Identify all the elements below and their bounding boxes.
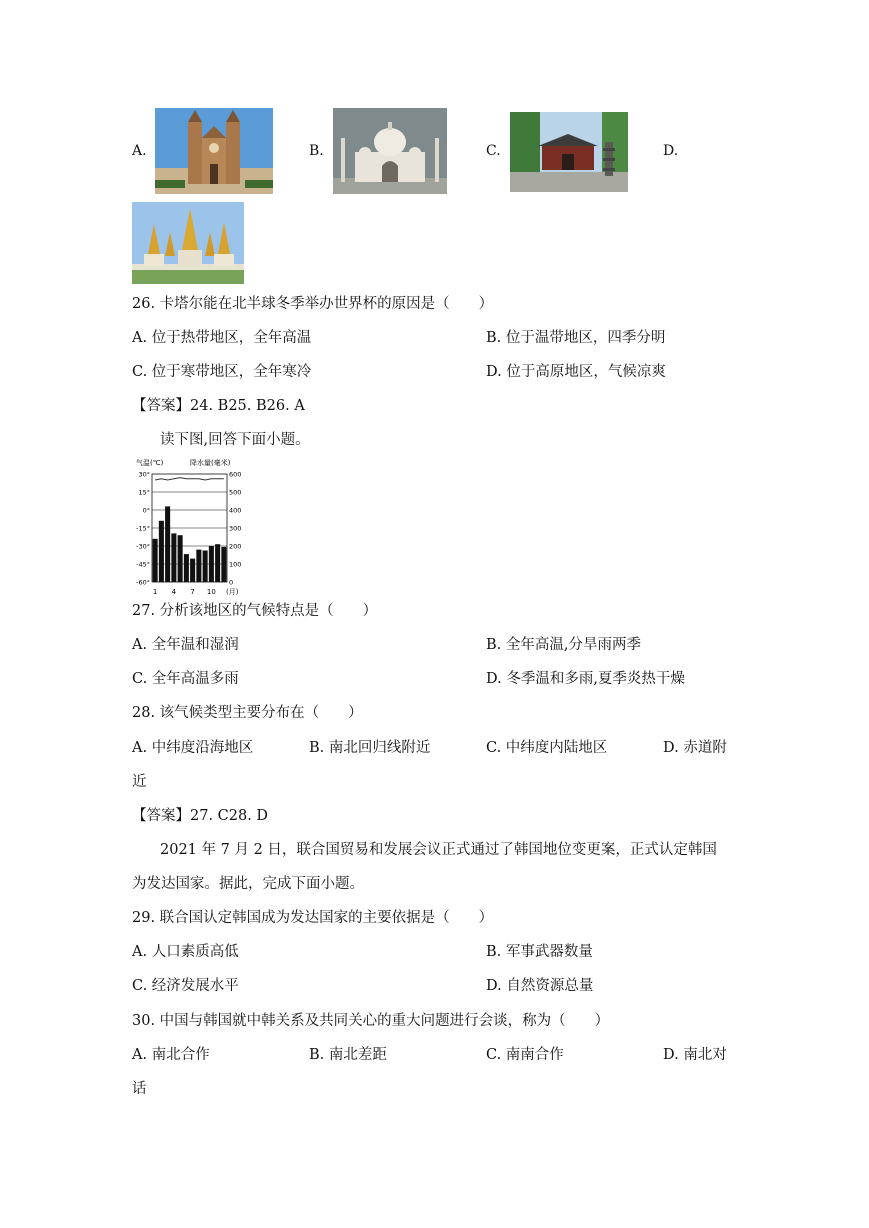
chart-precip-tick: 0	[229, 578, 234, 587]
passage-line-1: 2021 年 7 月 2 日，联合国贸易和发展会议正式通过了韩国地位变更案，正式认定韩国	[160, 842, 717, 858]
chart-temp-tick: 0°	[142, 506, 150, 515]
precip-bar	[171, 533, 176, 582]
chart-temp-tick: 30°	[138, 470, 150, 479]
chart-precip-tick: 600	[229, 470, 242, 479]
q26-option-b: B. 位于温带地区，四季分明	[486, 330, 666, 346]
chart-temp-tick: -60°	[136, 578, 150, 587]
precip-bar	[153, 539, 158, 582]
q29-stem: 29. 联合国认定韩国成为发达国家的主要依据是（ ）	[132, 910, 494, 926]
q28-stem: 28. 该气候类型主要分布在（ ）	[132, 705, 363, 721]
chart-precip-tick: 100	[229, 560, 242, 569]
precip-bar	[159, 521, 164, 582]
q25-option-d-label: D.	[663, 143, 679, 159]
q30-option-d: D. 南北对	[663, 1047, 727, 1063]
q27-option-d: D. 冬季温和多雨,夏季炎热干燥	[486, 671, 685, 687]
q30-option-d-continued: 话	[132, 1081, 147, 1097]
chart-precip-tick: 400	[229, 506, 242, 515]
precip-bar	[203, 551, 208, 583]
q26-option-c: C. 位于寒带地区，全年寒冷	[132, 364, 312, 380]
q28-option-b: B. 南北回归线附近	[309, 740, 431, 756]
chart-temp-tick: 15°	[138, 488, 150, 497]
precip-bar	[215, 544, 220, 582]
passage-line-2: 为发达国家。据此，完成下面小题。	[132, 876, 364, 892]
q30-option-a: A. 南北合作	[132, 1047, 210, 1063]
chart-temp-tick: -15°	[136, 524, 150, 533]
church-photo	[155, 108, 273, 194]
q30-option-b: B. 南北差距	[309, 1047, 387, 1063]
temperature-line	[155, 478, 224, 480]
q27-option-c: C. 全年高温多雨	[132, 671, 239, 687]
q26-option-a: A. 位于热带地区，全年高温	[132, 330, 312, 346]
q28-option-d-continued: 近	[132, 774, 147, 790]
precip-bar	[190, 559, 195, 582]
q29-option-b: B. 军事武器数量	[486, 944, 593, 960]
q29-option-c: C. 经济发展水平	[132, 978, 239, 994]
precip-bar	[209, 546, 214, 582]
chart-temp-tick: -45°	[136, 560, 150, 569]
chart-precip-tick: 300	[229, 524, 242, 533]
precip-bar	[221, 547, 226, 582]
taj-mahal-photo	[333, 108, 447, 194]
q29-option-a: A. 人口素质高低	[132, 944, 239, 960]
chart-month-tick: 1	[152, 588, 158, 596]
q26-stem: 26. 卡塔尔能在北半球冬季举办世界杯的原因是（ ）	[132, 296, 494, 312]
chart-month-tick: 4	[171, 588, 177, 596]
precip-bar	[196, 550, 201, 582]
chart-temp-tick: -30°	[136, 542, 150, 551]
q28-option-a: A. 中纬度沿海地区	[132, 740, 254, 756]
q25-option-c-label: C.	[486, 143, 501, 159]
q29-option-d: D. 自然资源总量	[486, 978, 594, 994]
precip-bar	[184, 554, 189, 582]
chart-precip-tick: 200	[229, 542, 242, 551]
temple-photo	[510, 112, 628, 192]
q27-stem: 27. 分析该地区的气候特点是（ ）	[132, 603, 378, 619]
q26-option-d: D. 位于高原地区，气候凉爽	[486, 364, 666, 380]
answer-24-26: 【答案】24. B25. B26. A	[132, 398, 305, 414]
read-prompt: 读下图,回答下面小题。	[160, 432, 310, 448]
chart-month-tick: 7	[190, 588, 195, 596]
chart-precip-tick: 500	[229, 488, 242, 497]
q25-option-b-label: B.	[309, 143, 324, 159]
q28-option-c: C. 中纬度内陆地区	[486, 740, 608, 756]
q30-stem: 30. 中国与韩国就中韩关系及共同关心的重大问题进行会谈，称为（ ）	[132, 1013, 610, 1029]
chart-precip-title: 降水量(毫米)	[190, 459, 231, 467]
climate-chart	[132, 456, 252, 598]
q27-option-a: A. 全年温和湿润	[132, 637, 239, 653]
pagoda-photo	[132, 202, 244, 284]
answer-27-28: 【答案】27. C28. D	[132, 808, 269, 824]
chart-month-unit: (月)	[226, 588, 239, 596]
q27-option-b: B. 全年高温,分旱雨两季	[486, 637, 641, 653]
q25-option-a-label: A.	[132, 143, 147, 159]
chart-month-tick: 10	[206, 588, 216, 596]
chart-temp-title: 气温(℃)	[136, 459, 164, 467]
q30-option-c: C. 南南合作	[486, 1047, 564, 1063]
q28-option-d: D. 赤道附	[663, 740, 727, 756]
precip-bar	[165, 506, 170, 582]
precip-bar	[178, 535, 183, 582]
